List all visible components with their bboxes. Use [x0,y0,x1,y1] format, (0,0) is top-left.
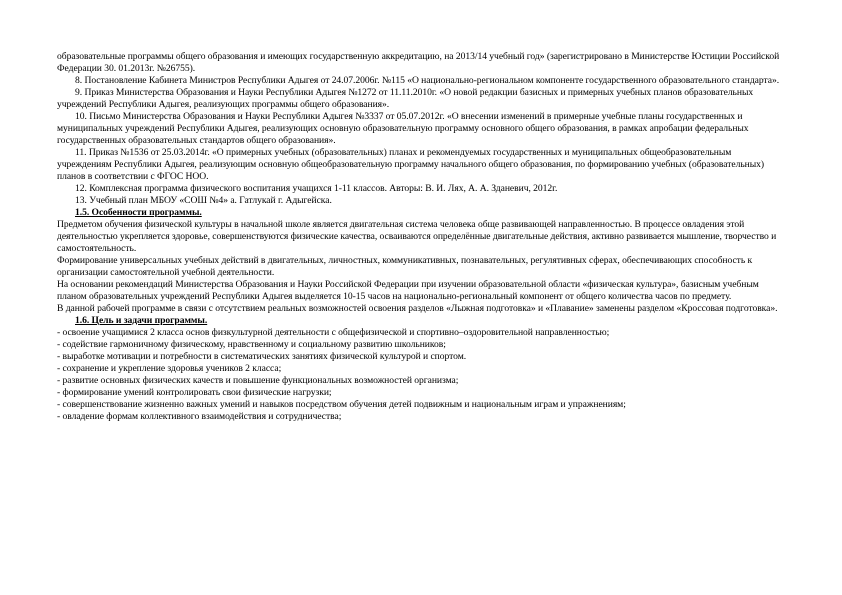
paragraph: В данной рабочей программе в связи с отсутствием реальных возможностей освоения разделов «Лыжная подготовка» и «Плавание» заменены разделом «Кроссовая подготовка». [57,303,778,314]
goal-item: - содействие гармоничному физическому, нравственному и социальному развитию школьников; [57,339,446,350]
list-item: 11. Приказ №1536 от 25.03.2014г. «О примерных учебных (образовательных) планах и рекомендуемых государственных и муниципальных общеобразовательным учреждениям Республики Адыгея, реализующим основную общеобразовательную программу начального общего образования, по формированию учебных (образовательных) планов в соответствии с ФГОС НОО. [57,147,765,182]
goal-item: - развитие основных физических качеств и повышение функциональных возможностей организма; [57,375,459,386]
goal-item: - овладение формам коллективного взаимодействия и сотрудничества; [57,411,342,422]
paragraph: Предметом обучения физической культуры в начальной школе является двигательная система человека обще развивающей направленностью. В процессе овладения этой деятельностью укрепляется здоровье, совершенствуются физические качества, осваиваются определённые двигательные действия, активно развивается мышление, творчество и самостоятельность. [57,219,777,254]
section-heading-text: 1.6. Цель и задачи программы. [75,315,208,326]
list-item: образовательные программы общего образования и имеющих государственную аккредитацию, на 2013/14 учебный год» (зарегистрировано в Министерстве Юстиции Российской Федерации 30. 01.2013г. №26755). [57,51,780,74]
goal-item: - освоение учащимися 2 класса основ физкультурной деятельности с общефизической и спортивно–оздоровительной направленностью; [57,327,610,338]
section-heading [57,207,787,219]
goal-item: - совершенствование жизненно важных умений и навыков посредством обучения детей подвижным и национальным играм и упражнениям; [57,399,626,410]
document-body [57,51,787,423]
paragraph: Формирование универсальных учебных действий в двигательных, личностных, коммуникативных, познавательных, регулятивных сферах, обеспечивающих способность к организации самостоятельной учебной деятельности. [57,255,753,278]
paragraph: На основании рекомендаций Министерства Образования и Науки Российской Федерации при изучении образовательной области «физическая культура», базисным учебным планом образовательных учреждений Республики Адыгея выделяется 10-15 часов на национально-региональный компонент от общего количества часов по предмету. [57,279,759,302]
list-item: 13. Учебный план МБОУ «СОШ №4» а. Гатлукай г. Адыгейска. [75,195,332,206]
list-item: 9. Приказ Министерства Образования и Науки Республики Адыгея №1272 от 11.11.2010г. «О новой редакции базисных и примерных учебных планов образовательных учреждений Республики Адыгея, реализующих программы общего образования». [57,87,754,110]
list-item: 12. Комплексная программа физического воспитания учащихся 1-11 классов. Авторы: В. И. Лях, А. А. Зданевич, 2012г. [75,183,558,194]
goal-item: - формирование умений контролировать свои физические нагрузки; [57,387,332,398]
goal-item: - выработке мотивации и потребности в систематических занятиях физической культурой и спортом. [57,351,467,362]
list-item: 10. Письмо Министерства Образования и Науки Республики Адыгея №3337 от 05.07.2012г. «О внесении изменений в примерные учебные планы государственных и муниципальных учреждений Республики Адыгея, реализующих основную образовательную программу основного общего образования, в рамках апробации федеральных государственных образовательных стандартов общего образования». [57,111,749,146]
goal-item: - сохранение и укрепление здоровья учеников 2 класса; [57,363,282,374]
section-heading [57,315,787,327]
section-heading-text: 1.5. Особенности программы. [75,207,202,218]
list-item: 8. Постановление Кабинета Министров Республики Адыгея от 24.07.2006г. №115 «О национально-региональном компоненте государственного образовательного стандарта». [75,75,780,86]
